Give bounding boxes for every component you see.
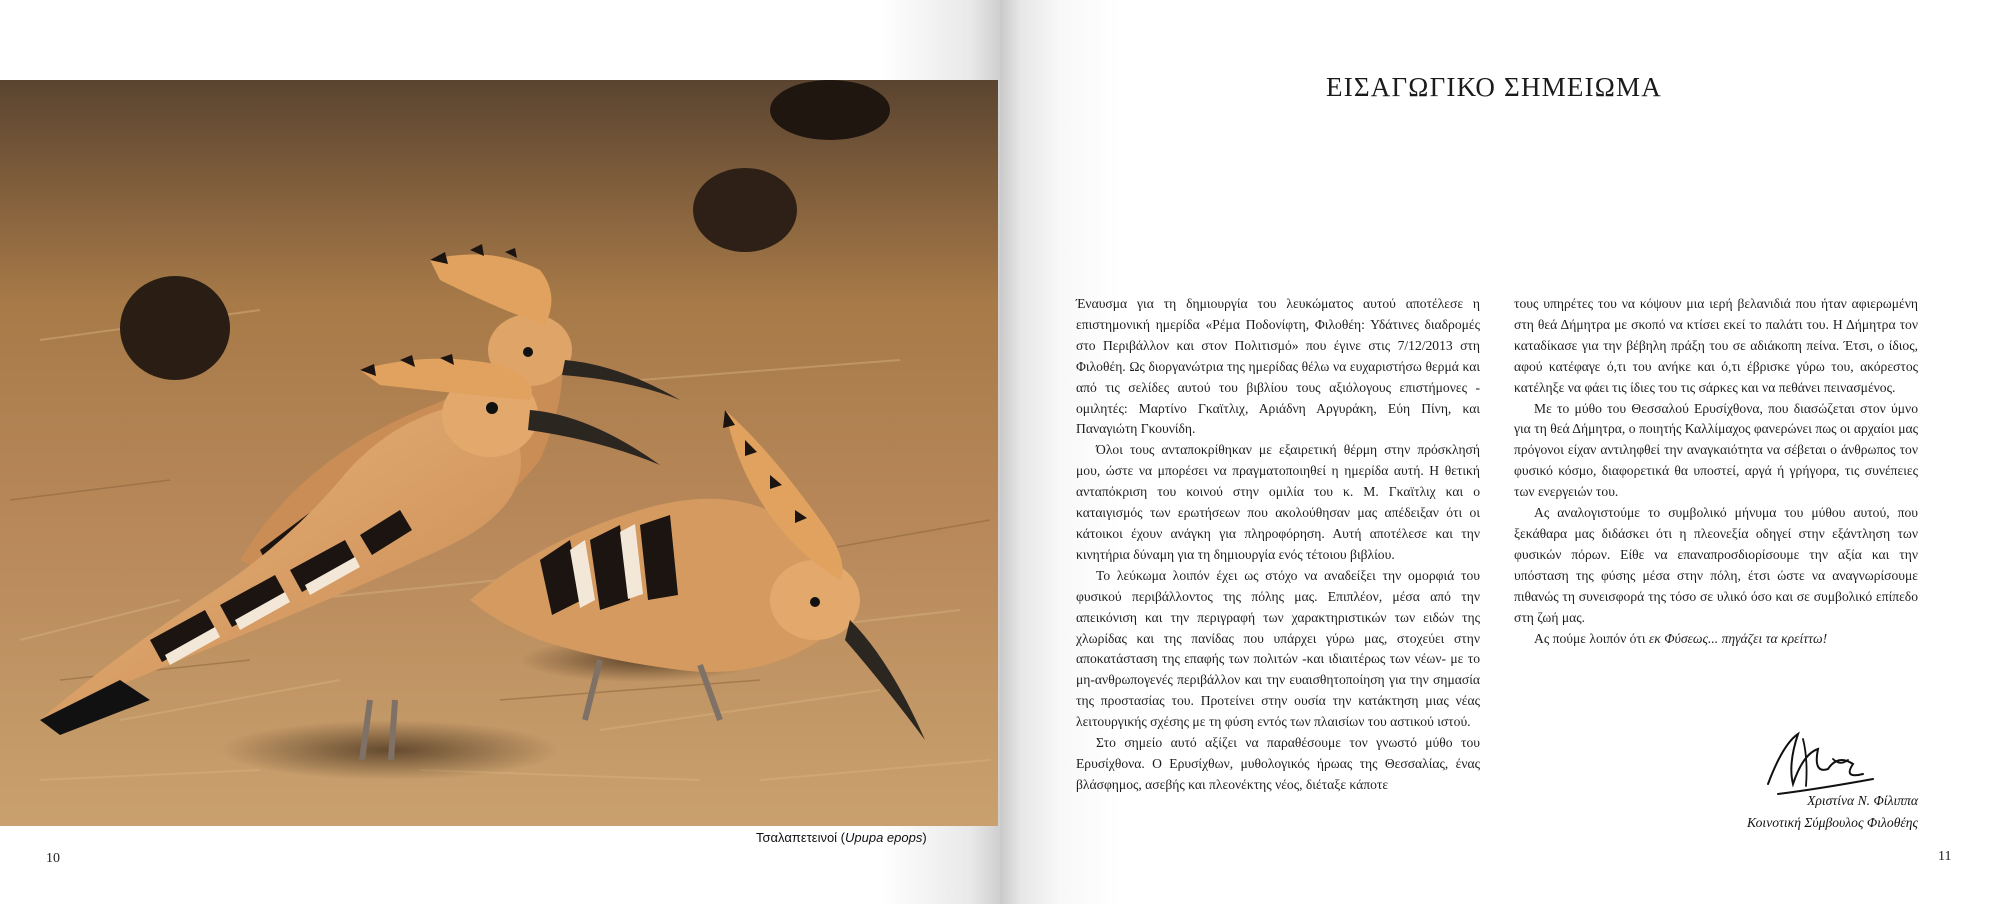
caption-latin-name: Upupa epops xyxy=(845,830,923,845)
hoopoes-photo xyxy=(0,80,998,826)
paragraph: Ας αναλογιστούμε το συμβολικό μήνυμα του μύθου αυτού, που ξεκάθαρα μας διδάσκει ότι η πλεονεξία οδηγεί στην εξάντληση των φυσικών πόρων. Είθε να επαναπροσδιορίσουμε την αξία και την υπόσταση της φύσης μέσα στην πόλη, έτσι ώστε να αναγνωρίσουμε πιθανώς τη συνεισφορά της τόσο σε υλικό όσο και σε συμβολικό επίπεδο στη ζωή μας. xyxy=(1514,505,1918,625)
closing-quote: εκ Φύσεως... πηγάζει τα κρείττω! xyxy=(1648,630,1828,646)
signature-block xyxy=(1747,790,1918,834)
page-number-left: 10 xyxy=(46,851,60,866)
caption-prefix: Τσαλαπετεινοί ( xyxy=(756,830,846,845)
paragraph: Έναυσμα για τη δημιουργία του λευκώματος αυτού αποτέλεσε η επιστημονική ημερίδα «Ρέμα Ποδονίφτη, Φιλοθέη: Υδάτινες διαδρομές στο Περιβάλλον και στον Πολιτισμό» που έγινε στις 7/12/2013 στη Φιλοθέη. Ως διοργανώτρια της ημερίδας θέλω να ευχαριστήσω θερμά και από τις σελίδες αυτού του βιβλίου τους αξιόλογους επιστήμονες - ομιλητές: Μαρτίνο Γκαϊτλιχ, Αριάδνη Αργυράκη, Εύη Πίνη, και Παναγιώτη Γκουνίδη. xyxy=(1076,296,1480,437)
page-title: ΕΙΣΑΓΩΓΙΚΟ ΣΗΜΕΙΩΜΑ xyxy=(1326,72,1662,102)
text-column-1 xyxy=(1076,294,1480,796)
text-column-2 xyxy=(1514,294,1918,649)
photo-caption xyxy=(756,830,927,845)
page-number-right: 11 xyxy=(1938,849,1952,864)
paragraph: Όλοι τους ανταποκρίθηκαν με εξαιρετική θέρμη στην πρόσκλησή μου, ώστε να μπορέσει να πραγματοποιηθεί η ημερίδα αυτή. Η θετική ανταπόκριση του κοινού στην ομιλία του κ. Μ. Γκαϊτλιχ και ο καταιγισμός των ερωτήσεων που ακολούθησαν μας απέδειξαν ότι οι κάτοικοι έχουν ανάγκη για πληροφόρηση. Αυτή αποτέλεσε και την κινητήρια δύναμη για τη δημιουργία ενός τέτοιου βιβλίου. xyxy=(1076,442,1480,562)
caption-suffix: ) xyxy=(922,830,927,845)
paragraph: Το λεύκωμα λοιπόν έχει ως στόχο να αναδείξει την ομορφιά του φυσικού περιβάλλοντος της πόλης μας. Επιπλέον, μέσα από την απεικόνιση και την περιγραφή των χαρακτηριστικών των ειδών της χλωρίδας και της πανίδας που υπάρχει γύρω μας, στοχεύει στην αποκατάσταση της επαφής των πολιτών -και ιδιαιτέρως των νέων- με το μη-ανθρωπογενές περιβάλλον και την ευαισθητοποίηση για την σημασία της προστασίας του. Προτείνει στην ουσία την κατάκτηση μιας νέας λειτουργικής σχέσης με τη φύση εντός των πλαισίων του αστικού ιστού. xyxy=(1076,567,1480,730)
signer-name: Χριστίνα Ν. Φίλιππα xyxy=(1807,793,1918,808)
signer-role: Κοινοτική Σύμβουλος Φιλοθέης xyxy=(1746,815,1918,830)
closing-prefix: Ας πούμε λοιπόν ότι xyxy=(1534,630,1649,646)
paragraph: Με το μύθο του Θεσσαλού Ερυσίχθονα, που διασώζεται στον ύμνο για τη θεά Δήμητρα, ο ποιητής Καλλίμαχος φανερώνει πως οι αρχαίοι μας πρόγονοι είχαν αντιληφθεί την αναγκαιότητα να σέβεται ο άνθρωπος τον φυσικό κόσμο, διαφορετικά θα υποστεί, αργά ή γρήγορα, τις συνέπειες των ενεργειών του. xyxy=(1514,400,1918,500)
paragraph: Στο σημείο αυτό αξίζει να παραθέσουμε τον γνωστό μύθο του Ερυσίχθονα. Ο Ερυσίχθων, μυθολογικός ήρωας της Θεσσαλίας, ένας βλάσφημος, ασεβής και πλεονέκτης νέος, διέταξε κάποτε xyxy=(1076,735,1480,792)
paragraph: τους υπηρέτες του να κόψουν μια ιερή βελανιδιά που ήταν αφιερωμένη στη θεά Δήμητρα με σκοπό να κτίσει εκεί το παλάτι του. Η Δήμητρα τον καταδίκασε για την βέβηλη πράξη του σε αδιάκοπη πείνα. Έτσι, ο ίδιος, αφού κατέφαγε ό,τι του ανήκε και ό,τι έβρισκε γύρω του, ακόρεστος κατέληξε να φάει τις ίδιες του τις σάρκες και να πεθάνει πεινασμένος. xyxy=(1514,296,1918,395)
closing-line xyxy=(1514,629,1918,650)
